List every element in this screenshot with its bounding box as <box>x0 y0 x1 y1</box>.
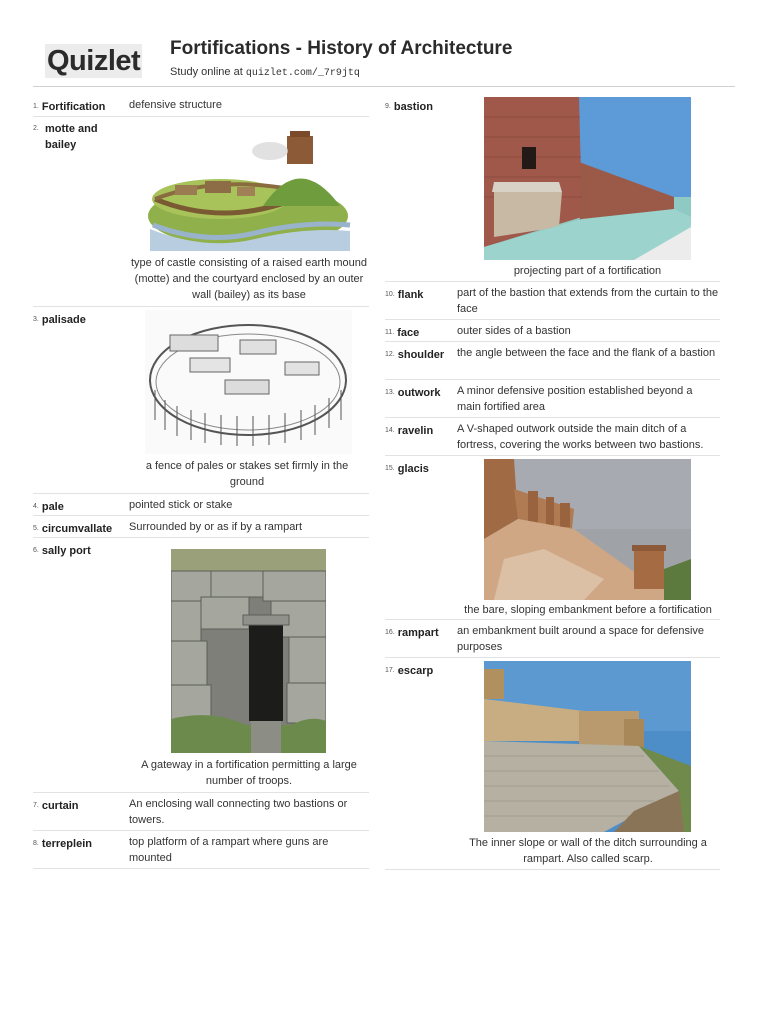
card-term: glacis <box>397 462 429 475</box>
card-number: 12. <box>385 351 395 359</box>
card-term: pale <box>41 500 64 513</box>
card-term: flank <box>397 288 424 301</box>
card-term: motte and bailey <box>45 123 98 151</box>
card-number: 10. <box>385 291 395 299</box>
card-term: outwork <box>397 386 441 399</box>
card-term: curtain <box>41 799 79 812</box>
card-definition: an embankment built around a space for defensive purposes <box>457 625 705 653</box>
card-glacis <box>385 456 720 620</box>
card-term: bastion <box>393 100 433 113</box>
card-fortification <box>33 94 369 117</box>
study-online-label: Study online at <box>170 66 246 78</box>
card-number: 11. <box>385 329 395 337</box>
card-term: circumvallate <box>41 522 113 535</box>
card-definition: the angle between the face and the flank of a bastion <box>457 347 716 359</box>
card-definition: top platform of a rampart where guns are mounted <box>129 836 329 864</box>
card-term: Fortification <box>41 100 106 113</box>
card-definition: Surrounded by or as if by a rampart <box>129 521 303 533</box>
card-term: terreplein <box>41 837 92 850</box>
study-online-line <box>170 66 360 79</box>
escarp-image <box>484 661 691 832</box>
card-term: palisade <box>41 313 86 326</box>
card-definition: the bare, sloping embankment before a fortification <box>464 604 712 616</box>
card-term: face <box>397 326 420 339</box>
card-definition: defensive structure <box>129 99 222 111</box>
card-number: 17. <box>385 667 395 675</box>
card-face <box>385 320 720 342</box>
card-number: 15. <box>385 465 395 473</box>
card-definition: pointed stick or stake <box>129 499 233 511</box>
page-title: Fortifications - History of Architecture <box>170 38 513 59</box>
card-ravelin <box>385 418 720 456</box>
card-definition: A gateway in a fortification permitting a large number of troops. <box>141 759 357 787</box>
card-bastion <box>385 94 720 282</box>
card-definition: The inner slope or wall of the ditch surrounding a rampart. Also called scarp. <box>469 837 707 865</box>
card-curtain <box>33 793 369 831</box>
card-definition: A minor defensive position established beyond a main fortified area <box>457 385 693 413</box>
card-definition: a fence of pales or stakes set firmly in the ground <box>145 460 349 488</box>
motte-and-bailey-image <box>145 121 352 251</box>
bastion-image <box>484 97 691 260</box>
quizlet-logo: Quizlet <box>47 45 141 77</box>
card-definition: A V-shaped outwork outside the main ditch of a fortress, covering the works between two bastions. <box>457 423 704 451</box>
card-number: 4. <box>33 503 39 511</box>
card-number: 5. <box>33 525 39 533</box>
page-header <box>33 36 735 87</box>
card-number: 6. <box>33 547 39 555</box>
card-rampart <box>385 620 720 658</box>
card-outwork <box>385 380 720 418</box>
card-number: 14. <box>385 427 395 435</box>
card-number: 2. <box>33 125 39 132</box>
card-definition: outer sides of a bastion <box>457 325 571 337</box>
card-number: 8. <box>33 840 39 848</box>
card-sally-port <box>33 538 369 793</box>
card-term: shoulder <box>397 348 445 361</box>
card-number: 7. <box>33 802 39 810</box>
card-definition: part of the bastion that extends from the curtain to the face <box>457 287 719 315</box>
left-column <box>33 94 369 869</box>
glacis-image <box>484 459 691 600</box>
card-number: 16. <box>385 629 395 637</box>
card-number: 13. <box>385 389 395 397</box>
card-definition: An enclosing wall connecting two bastions or towers. <box>129 798 348 826</box>
study-url-link[interactable]: quizlet.com/_7r9jtq <box>245 68 360 79</box>
card-term: sally port <box>41 544 91 557</box>
card-circumvallate <box>33 516 369 538</box>
card-motte-and-bailey <box>33 117 369 307</box>
card-shoulder <box>385 342 720 380</box>
card-pale <box>33 494 369 516</box>
card-number: 1. <box>33 103 39 111</box>
right-column <box>385 94 720 870</box>
card-number: 3. <box>33 316 39 324</box>
palisade-image <box>145 310 352 454</box>
card-definition: type of castle consisting of a raised earth mound (motte) and the courtyard enclosed by an outer wall (bailey) as its base <box>130 257 368 301</box>
card-number: 9. <box>385 103 391 111</box>
card-palisade <box>33 307 369 494</box>
card-term: rampart <box>397 626 439 639</box>
card-definition: projecting part of a fortification <box>513 265 662 277</box>
card-term: ravelin <box>397 424 434 437</box>
card-flank <box>385 282 720 320</box>
card-escarp <box>385 658 720 870</box>
sally-port-image <box>171 549 326 753</box>
card-term: escarp <box>397 664 434 677</box>
card-terreplein <box>33 831 369 869</box>
